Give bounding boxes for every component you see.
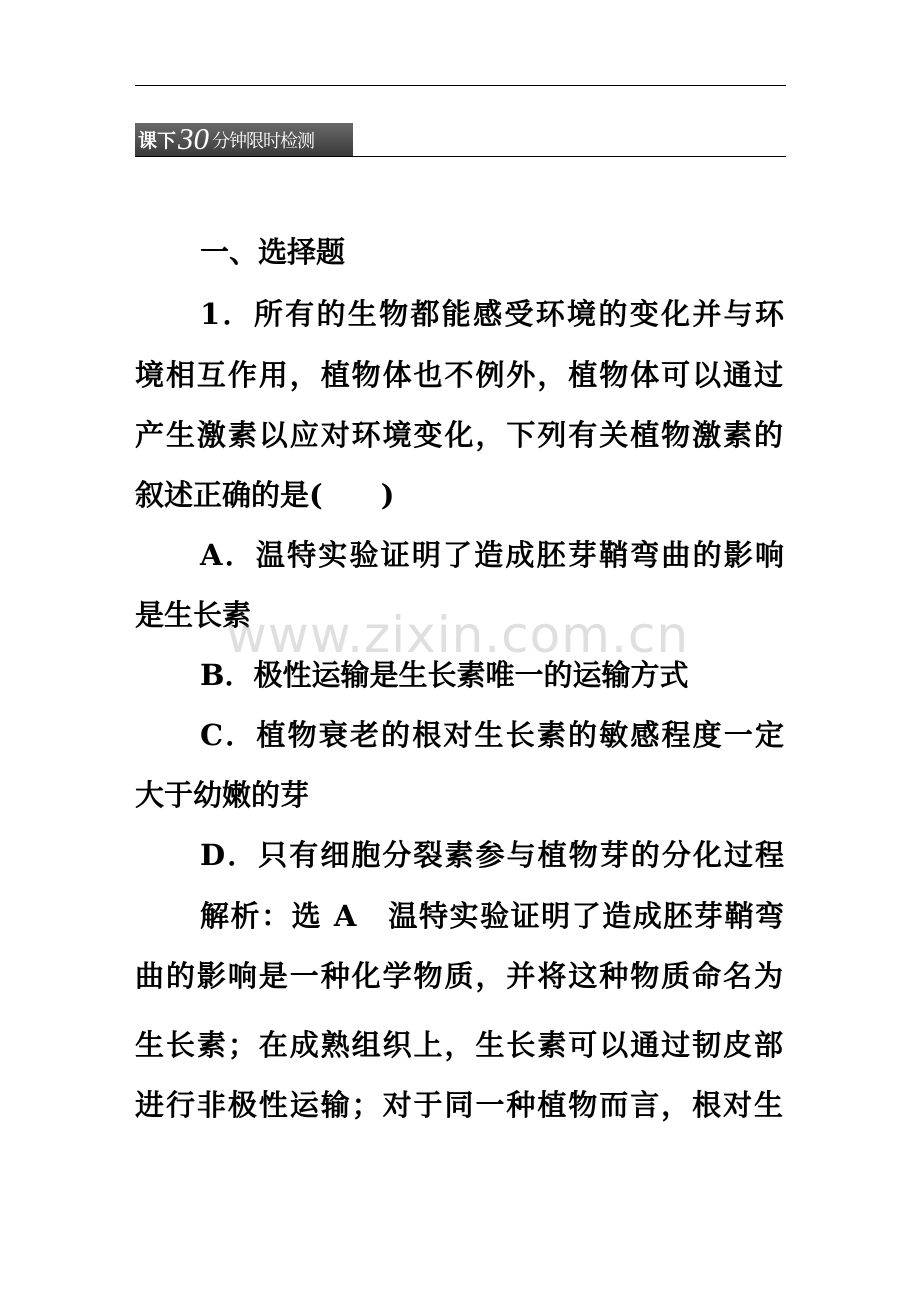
question-line: 叙述正确的是( ) — [135, 478, 395, 512]
option-c-line: C．植物衰老的根对生长素的敏感程度一定 — [200, 718, 784, 752]
section-banner — [135, 123, 353, 156]
option-c-line: 大于幼嫩的芽 — [135, 778, 310, 812]
analysis-line: 解析：选 A 温特实验证明了造成胚芽鞘弯 — [200, 899, 784, 933]
option-a-line: 是生长素 — [135, 598, 252, 632]
question-line: 境相互作用，植物体也不例外，植物体可以通过 — [135, 358, 783, 392]
analysis-line: 生长素；在成熟组织上，生长素可以通过韧皮部 — [135, 1028, 783, 1062]
header-top-rule — [135, 85, 786, 86]
banner-label-end: 分钟限时检测 — [212, 130, 315, 152]
analysis-line: 进行非极性运输；对于同一种植物而言，根对生 — [135, 1088, 783, 1122]
section-title: 一、选择题 — [200, 235, 346, 269]
banner-label-start: 课下 — [138, 130, 177, 152]
analysis-line: 曲的影响是一种化学物质，并将这种物质命名为 — [135, 959, 783, 993]
header-bottom-rule — [135, 156, 786, 157]
option-d-line: D．只有细胞分裂素参与植物芽的分化过程 — [200, 838, 784, 872]
option-b-line: B．极性运输是生长素唯一的运输方式 — [200, 658, 689, 692]
option-a-line: A．温特实验证明了造成胚芽鞘弯曲的影响 — [200, 538, 784, 572]
watermark: www.zixin.com.cn — [226, 606, 690, 664]
question-line: 产生激素以应对环境变化，下列有关植物激素的 — [135, 418, 783, 452]
banner-number: 30 — [178, 123, 210, 156]
question-line: 1．所有的生物都能感受环境的变化并与环 — [200, 297, 784, 331]
